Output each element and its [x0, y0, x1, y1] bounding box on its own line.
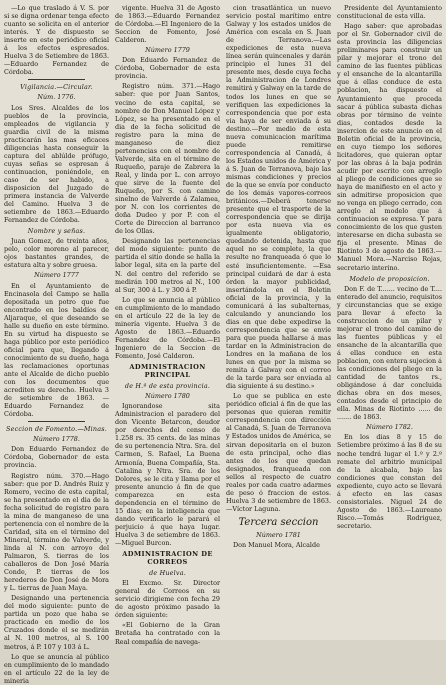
paragraph: Don Manuel Mora, Alcalde: [233, 541, 320, 549]
paragraph: —Lo que traslado á V. S. por si se digna ordenar tenga efecto cuanto se solicita en el anterior interés. Y de dispuesto se inserte en este periódico oficial á los efectos espresados. Huelva 3 de Setiembre de 1863.—Eduardo Fernandez de Córdoba.: [4, 4, 109, 77]
divider-rule: [28, 79, 85, 80]
paragraph: vigente. Huelva 31 de Agosto de 1863.—Eduardo Fernandez de Córdoba.—El Ingeniero de la Seccion de Fomento, José Calderon.: [115, 4, 220, 45]
section-heading: ADMINISTRACION PRINCIPAL: [129, 363, 206, 380]
section-heading: Modelo de proposicion.: [349, 274, 430, 283]
paragraph: Registro núm. 371.—Hago saber: que por Juan Santos, vecino de esta capital, se nombre de Don Manuel López y López, se ha presentado en el dia de la fecha solicitud de registro para la mina de manganeso de diez pertenencias con el nombre de Valverde, sita en el término de Ruqueño, paraje de Zabrera la Real, y linda por L. con arroyo que sirve de la fuente del Ruqueño, por S. con camino sinelno de Valverde á Zalamea, por N. con los corrientes de doña Dudeo y por P. con el Corte de Direccion al barranco de los Ollas.: [115, 82, 220, 236]
paragraph: Presidente del Ayuntamiento constitucional de esta villa.: [337, 4, 442, 21]
section-heading: de Huelva.: [149, 569, 186, 578]
column-1: [4, 4, 109, 685]
notice-number: Núm. 1776.: [37, 93, 76, 102]
paragraph: El Excmo. Sr. Director general de Correos en su servicio dirigieme con fecha 29 de agosto próximo pasado la órden siguiente:: [115, 579, 220, 620]
paragraph: Hago saber: que aprobadas por el Sr. Gobernador civil de esta provincia las diligencias preliminares para construir un pilar y mejorar el trono del camino de las fuentes públicas y el ensanche de la alcantarilla que á ellas conduce de esta poblacion, ha dispuesto el Ayuntamiento que proceda sacar á pública subasta dichas obras por término de veinte dias, contados desde la insercion de este anuncio en el Boletin oficial de la provincia, en cuyo tiempo los señores licitadores, que quieran optar por las obras á la baja podrán acudir por escrito con arreglo al pliego de condiciones que se haya de manifiesto en el acto y sin admitirse proposicion que no venga en pliego cerrado, con arreglo al modelo que á continuacion se expresa. Y para conocimiento de los que gusten interesarse en dicha subasta se fija el presente. Minas de Riotinto 3 de agosto de 1863.—Manuel Mora.—Narciso Rojas, secretario interino.: [337, 22, 442, 272]
paragraph: Lo que se publica en este periódico oficial á fin de que las personas que quieran remitir correspondencia con dirección al Canadá, S. Juan de Terranova y Estados unidos de América, se sirvan depositarla en el buzon de esta principal, ocho dias antes de los que quedan designados, franqueada con sellos al respecto de cuatro reales por cada cuatro adarmes de peso ó fraccion de estos. Huelva 3 de setiembre de 1863.—Víctor Laguna.: [226, 392, 331, 513]
paragraph: Don Eduardo Fernandez de Córdoba, Gobernador de esta provincia.: [115, 56, 220, 81]
notice-number: Número 1782.: [366, 423, 413, 432]
paragraph: En el Ayuntamiento de Encinasola del Campo se halla depositada un potro que fue encontrado en los baldíos de Aljaraque, el que deseando se halle su dueño en este término. En su virtud ha dispuesto se haga público por este periódico oficial para que, llegando á conocimiento de su dueño, haga las reclamaciones oportunas ante el Alcalde de dicho pueblo con los documentos que acrediten su derecho. Huelva 3 de setiembre de 1863. —Eduardo Fernandez de Córdoba.: [4, 281, 109, 419]
paragraph: Lo que se anuncia al público en cumplimiento de lo mandado en el artículo 22 de la ley de mineria: [4, 652, 109, 685]
notice-number: Número 1777: [34, 271, 79, 280]
section-title: Tercera seccion: [238, 516, 319, 528]
paragraph: Registro núm. 370.—Hago saber: que por D. Andrés Ruiz y Romero, vecino de esta capital, se ha presentado en el dia de la fecha solicitud de registro para la mina de manganeso de una pertenencia con el nombre de la Caridad, sita en el término del Mineral, término de Valverde, y linda al N. con arroyo del Palmaron, S. tierras de los caballeros de Don José María Conde, P. tierras de los herederos de Don José de Mora y L. tierras de Juan Maya.: [4, 471, 109, 593]
paragraph: Lo que se anuncia al público en cumplimiento de lo mandado en el artículo 22 de la ley de minería vigente. Huelva 3 de Agosto de 1863.—Eduardo Fernandez de Córdoba.—El Ingeniero de la Seccion de Fomento, José Calderon.: [115, 295, 220, 360]
notice-number: Número 1780: [145, 392, 190, 401]
paragraph: Designando las pertenencias del modo siguiente: punto de partida el sitio donde se halla la labor legal, sita en la parte del N. del centro del referido se medirán 100 metros al N., 100 al Sur, 300 á L. y 300 á P.: [115, 237, 220, 294]
column-2: [115, 4, 220, 646]
paragraph: Don Eduardo Fernandez de Córdoba, Gobernador de esta provincia.: [4, 445, 109, 470]
paragraph: «El Gobierno de la Gran Bretaña ha contratado con la Real compañía de navega-: [115, 621, 220, 646]
section-heading: Vigilancia.—Circular.: [20, 83, 93, 92]
paragraph: Don F. de T....... vecino de T.... enterado del anuncio, requisitos y circunstancias que se exige para llevar á efecto la construccion de un pilar y mejorar el trono del camino de las fuentes públicas y el ensanche de la alcantarilla que á ellas conduce en esta poblacion, con entera sujecion á las condiciones del pliego en la cantidad de tantos rs., obligándose á dar concluida dichas obra en dos meses, contados desde el principio de ella. Minas de Riotinto ...... de ....... de 1863.: [337, 284, 442, 422]
column-3: [226, 4, 331, 640]
section-heading: Nombre y señas.: [27, 227, 86, 236]
section-heading: de H.ª de esta provincia.: [124, 382, 211, 391]
paragraph: En los dias 8 y 15 de Setiembre próximo á las 8 de su noche tendrá lugar el 1.º y 2.º remate del arbitrio municipal de la alcabala, bajo las condiciones que constan del expediente, cuyo acto se llevará á efecto en las casas consistoriales. Niguel 24 de Agosto de 1863.—Laureano Risco.—Tomás Rodriguez, secretario.: [337, 433, 442, 530]
notice-number: Número 1781: [256, 530, 301, 539]
notice-number: Número 1779: [145, 46, 190, 55]
paragraph: cion trasatlántica un nuevo servicio postal marítimo entre Galway y los estados unidos de América con escala en S. Juan de Terranova.—Las expediciones de esta nueva línea serán quincenales y darán principio el lunes 31 del presente mes, desde cuya fecha la Administracion de Londres remitirá y Galway en la tarde de todos los lunes en que se verifiquen las expediciones la correspondencia que por esta via haya de ser enviada á su destino.—Por medio de esta nueva comunicacion marítima puede remitirse correspondencia al Canadá, á los Estados unidos de América y á S. Juan de Terranova, bajo las mismas condiciones y precios de la que se envía por conducto de los demás vapores-correos británicos.—Deberá tenerse presente que el trasporte de la correspondencia que se dirija por esta nueva via es igualmente obligatorio, quedando detenida, hasta que aquel no se complete, la que resulte no franqueada ó que lo esté insuficientemente. —Esa principal cuidará de dar á esta órden la mayor publicidad, insertándola en el Boletin oficial de la provincia, y la comunicará á las subalternas, calculando y anunciando los dias en que debe expedirse la correspondencia que se envíe para que pueda hallarse á mas tardar en la Administracion de Londres en la mañana de los lunes en que por la misma se remita á Galway con el correo de la tarde para ser enviada al dia siguiente á su destino.»: [226, 4, 331, 391]
section-heading: Seccion de Fomento.—Minas.: [6, 425, 107, 434]
paragraph: Juan Gomez, de treinta años, pelo, color moreno al parecer, ojos bastantes grandes, de estatura alta y sobre gruesa.: [4, 237, 109, 270]
notice-number: Número 1778.: [33, 435, 80, 444]
paragraph: Ignorandose sita Administracion el paradero del don Vicente Betarcon, deudor por derechos del censo de 1.258 rs. 35 cents. de las minas de su pertenencia Ntra. Sra. del Carmen, S. Rafael, La Buena Armonía, Buena Compañía, Sta. Catalina y Ntra. Sra. de los Dolores, se le cita y llama por el presente anuncio á fin de que comparezca en esta dependencia en el término de 15 dias; en la inteligencia que dando verificarlo le parará el perjuicio á que haya lugar. Huelva 3 de setiembre de 1863.—Miguel Burcon.: [115, 402, 220, 547]
divider-rule: [28, 421, 85, 422]
section-heading: ADMINISTRACION DE CORREOS: [122, 550, 213, 567]
column-4: [337, 4, 442, 640]
paragraph: Los Sres. Alcaldes de los pueblos de la provincia, empleados de vigilancia y guardia civil de la misma practicarán las mas eficaces diligencias hasta conseguir la captura del ablúlde prófugo, cuyas señas se espresan á continuacion, poniéndole, en caso de ser habido, a disposicion del Juzgado de primera instancia de Valverde del Camino. Huelva 3 de setiembre de 1863.—Eduardo Fernandez de Córdoba.: [4, 103, 109, 225]
paragraph: Designando una pertenencia del modo siguiente: punto de partida un pozo que haba se practicado en medio de los Cruzados donde el se medirán al N. 100 metros, al S. 100 metros, á P. 107 y 103 á L.: [4, 594, 109, 651]
